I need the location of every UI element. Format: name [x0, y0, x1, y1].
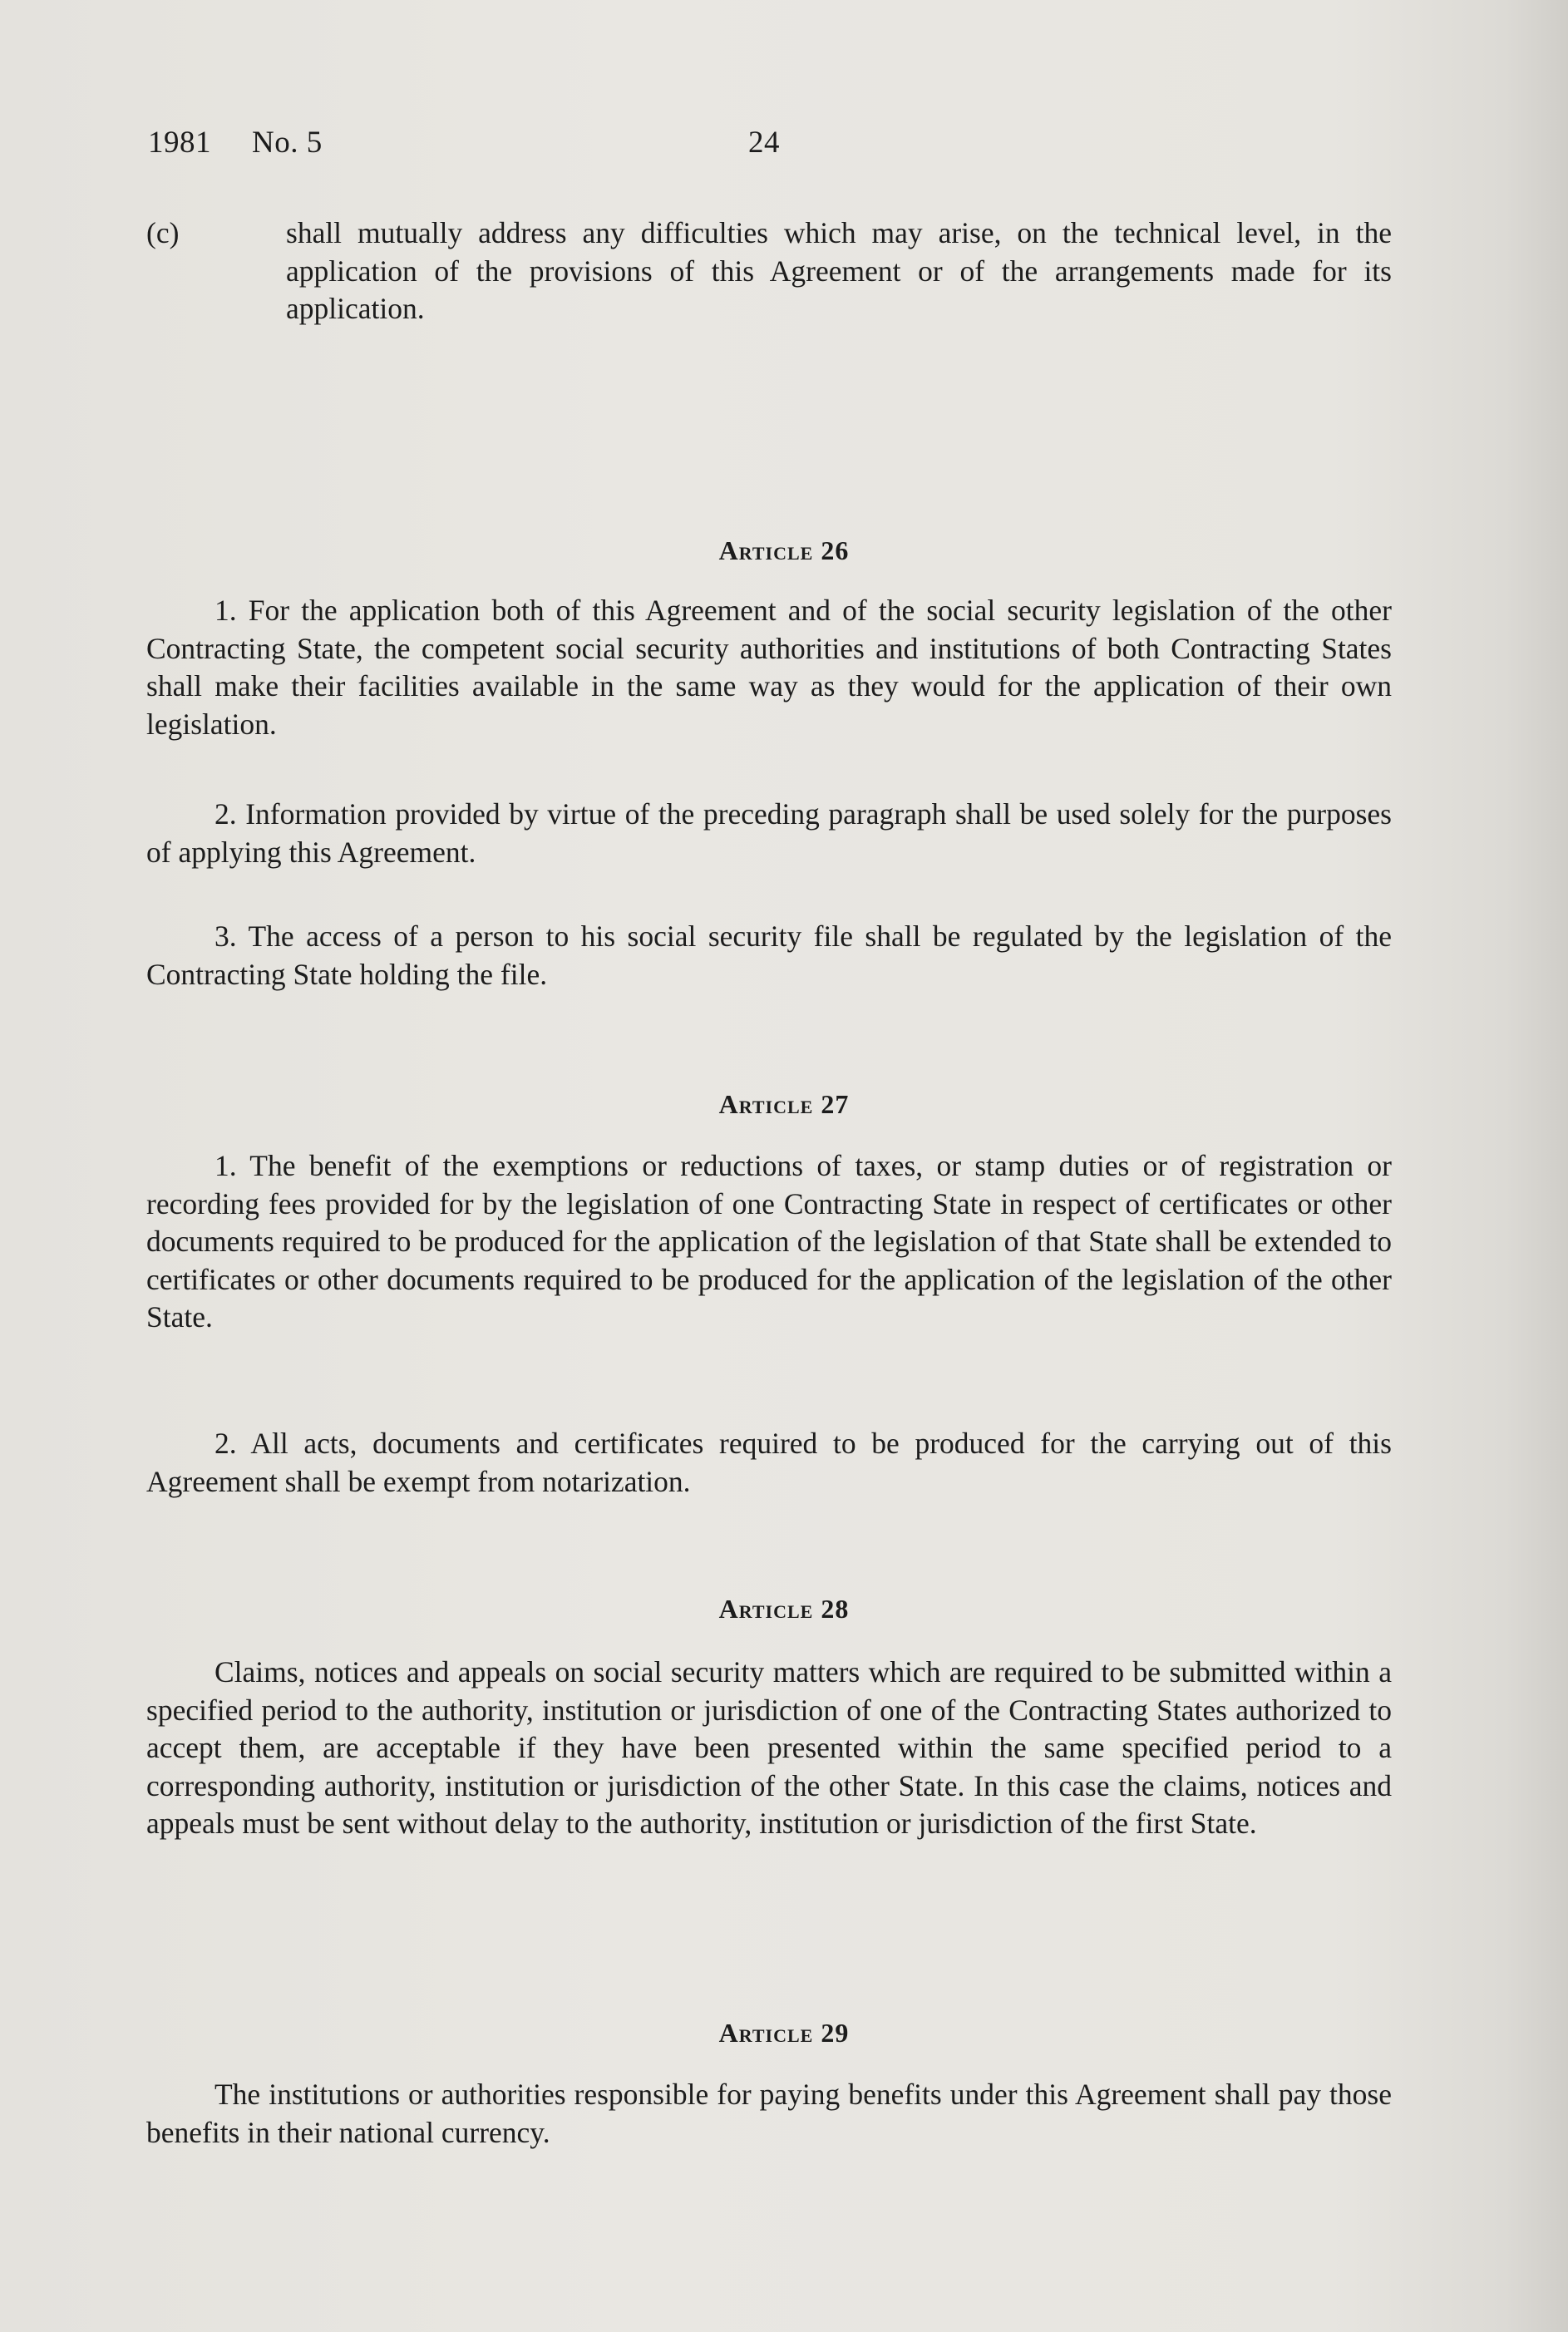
article-28-paragraph-1: Claims, notices and appeals on social security matters which are required to be submitted within a specified period to the authority, institution or jurisdiction of one of the Contracting States authorized to accept them, are acceptable if they have been presented within the same specified period to a corresponding authority, institution or jurisdiction of the other State. In this case the claims, notices and appeals must be sent without delay to the authority, institution or jurisdiction of the first State.	[146, 1655, 1392, 1840]
article-29-paragraph-1: The institutions or authorities responsible for paying benefits under this Agreement shall pay those benefits in their national currency.	[146, 2078, 1392, 2149]
article-26-paragraph-3: 3. The access of a person to his social security file shall be regulated by the legislation of the Contracting State holding the file.	[146, 919, 1392, 991]
article-27-paragraph-2: 2. All acts, documents and certificates required to be produced for the carrying out of this Agreement shall be exempt from notarization.	[146, 1427, 1392, 1498]
page-number: 24	[748, 126, 780, 160]
article-26-paragraph-1: 1. For the application both of this Agreement and of the social security legislation of the other Contracting State, the competent social security authorities and institutions of both Contracting States shall make their facilities available in the same way as they would for the application of their own legislation.	[146, 594, 1392, 741]
article-27-heading: Article 27	[718, 1089, 850, 1119]
article-29-heading: Article 29	[718, 2018, 850, 2048]
article-26-heading: Article 26	[718, 535, 850, 565]
header-number: No. 5	[252, 126, 323, 160]
header-year: 1981	[148, 126, 211, 160]
item-c-label: (c)	[146, 216, 180, 249]
article-27-paragraph-1: 1. The benefit of the exemptions or reductions of taxes, or stamp duties or of registration or recording fees provided for by the legislation of one Contracting State in respect of certificates or other documents required to be produced for the application of the legislation of that State shall be extended to certificates or other documents required to be produced for the application of the legislation of the other State.	[146, 1149, 1392, 1334]
item-c-text: shall mutually address any difficulties which may arise, on the technical level, in the application of the provisions of this Agreement or of the arrangements made for its application.	[286, 216, 1392, 325]
article-26-paragraph-2: 2. Information provided by virtue of the preceding paragraph shall be used solely for the purposes of applying this Agreement.	[146, 797, 1392, 869]
article-28-heading: Article 28	[718, 1594, 850, 1624]
